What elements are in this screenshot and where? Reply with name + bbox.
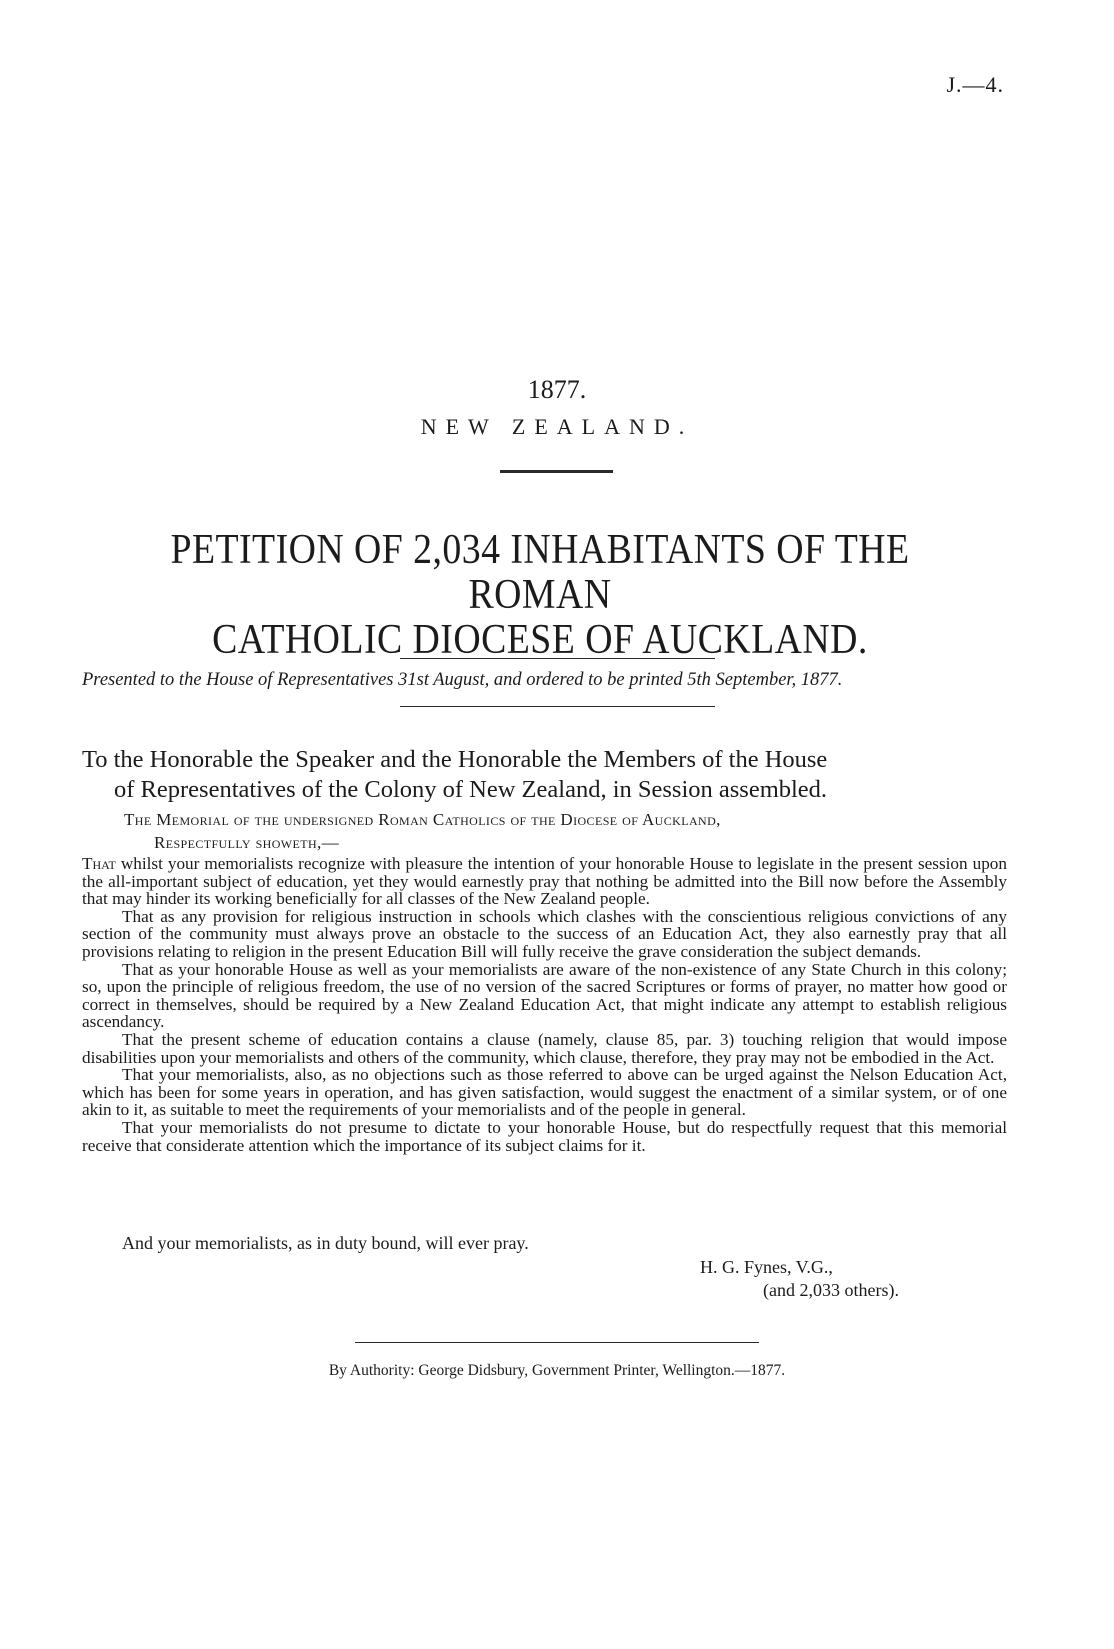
- signatory-others: (and 2,033 others).: [763, 1280, 899, 1300]
- masthead-rule: [500, 470, 613, 473]
- document-title: [117, 528, 963, 663]
- presented-rule-top: [400, 658, 715, 659]
- printer-imprint: By Authority: George Didsbury, Government Printer, Wellington.—1877.: [328, 1362, 786, 1379]
- paragraph-text: whilst your memorialists recognize with pleasure the intention of your honorable House to legislate in the present session upon the all-important subject of education, yet they would earnestly pray that nothing be admitted into the Bill now before the Assembly that may hinder its working beneficially for all classes of the New Zealand people.: [82, 854, 1007, 909]
- presented-note: Presented to the House of Representatives 31st August, and ordered to be printed 5th September, 1877.: [82, 670, 843, 690]
- body-paragraph: That as any provision for religious instruction in schools which clashes with the conscientious religious convictions of any section of the community must always prove an obstacle to the success of an Education Act, they also earnestly pray that all provisions relating to religion in the present Education Bill will fully receive the grave consideration the subject demands.: [82, 906, 1007, 961]
- body-paragraph: That your memorialists, also, as no objections such as those referred to above can be urged against the Nelson Education Act, which has been for some years in operation, and has given satisfaction, would suggest the enactment of a similar system, or of one akin to it, as suitable to meet the requirements of your memorialists and of the people in general.: [82, 1065, 1007, 1120]
- closing-line: And your memorialists, as in duty bound, will ever pray.: [122, 1233, 529, 1253]
- petition-address: [82, 745, 1007, 805]
- masthead-country: NEW ZEALAND.: [420, 414, 694, 439]
- masthead-year: 1877.: [527, 375, 587, 404]
- paragraph-lead-word: That: [82, 854, 116, 873]
- memorial-heading: [82, 808, 1007, 854]
- body-paragraph: That the present scheme of education contains a clause (namely, clause 85, par. 3) touching religion that would impose disabilities upon your memorialists and others of the community, which clause, therefore, they pray may not be embodied in the Act.: [82, 1029, 1007, 1067]
- title-line-1: PETITION OF 2,034 INHABITANTS OF THE ROMAN: [170, 527, 910, 618]
- signatory-name: H. G. Fynes, V.G.,: [700, 1257, 833, 1277]
- body-paragraph: That as your honorable House as well as your memorialists are aware of the non-existence of any State Church in this colony; so, upon the principle of religious freedom, the use of no version of the sacred Scriptures or forms of prayer, no matter how good or correct in themselves, should be required by a New Zealand Education Act, that might indicate any attempt to establish religious ascendancy.: [82, 959, 1007, 1032]
- printer-rule: [355, 1342, 759, 1343]
- petition-body: [82, 855, 1007, 1154]
- title-line-2: CATHOLIC DIOCESE OF AUCKLAND.: [212, 617, 868, 663]
- memorial-heading-line-2: Respectfully showeth,—: [154, 833, 340, 852]
- presented-rule-bottom: [400, 706, 715, 707]
- address-line-1: To the Honorable the Speaker and the Honorable the Members of the House: [82, 746, 828, 773]
- body-paragraph: [82, 855, 1007, 908]
- address-line-2: of Representatives of the Colony of New Zealand, in Session assembled.: [114, 776, 828, 803]
- body-paragraph: That your memorialists do not presume to dictate to your honorable House, but do respectfully request that this memorial receive that considerate attention which the importance of its subject claims for it.: [82, 1117, 1007, 1155]
- memorial-heading-line-1: The Memorial of the undersigned Roman Catholics of the Diocese of Auckland,: [124, 810, 721, 829]
- paper-reference: J.—4.: [946, 72, 1004, 97]
